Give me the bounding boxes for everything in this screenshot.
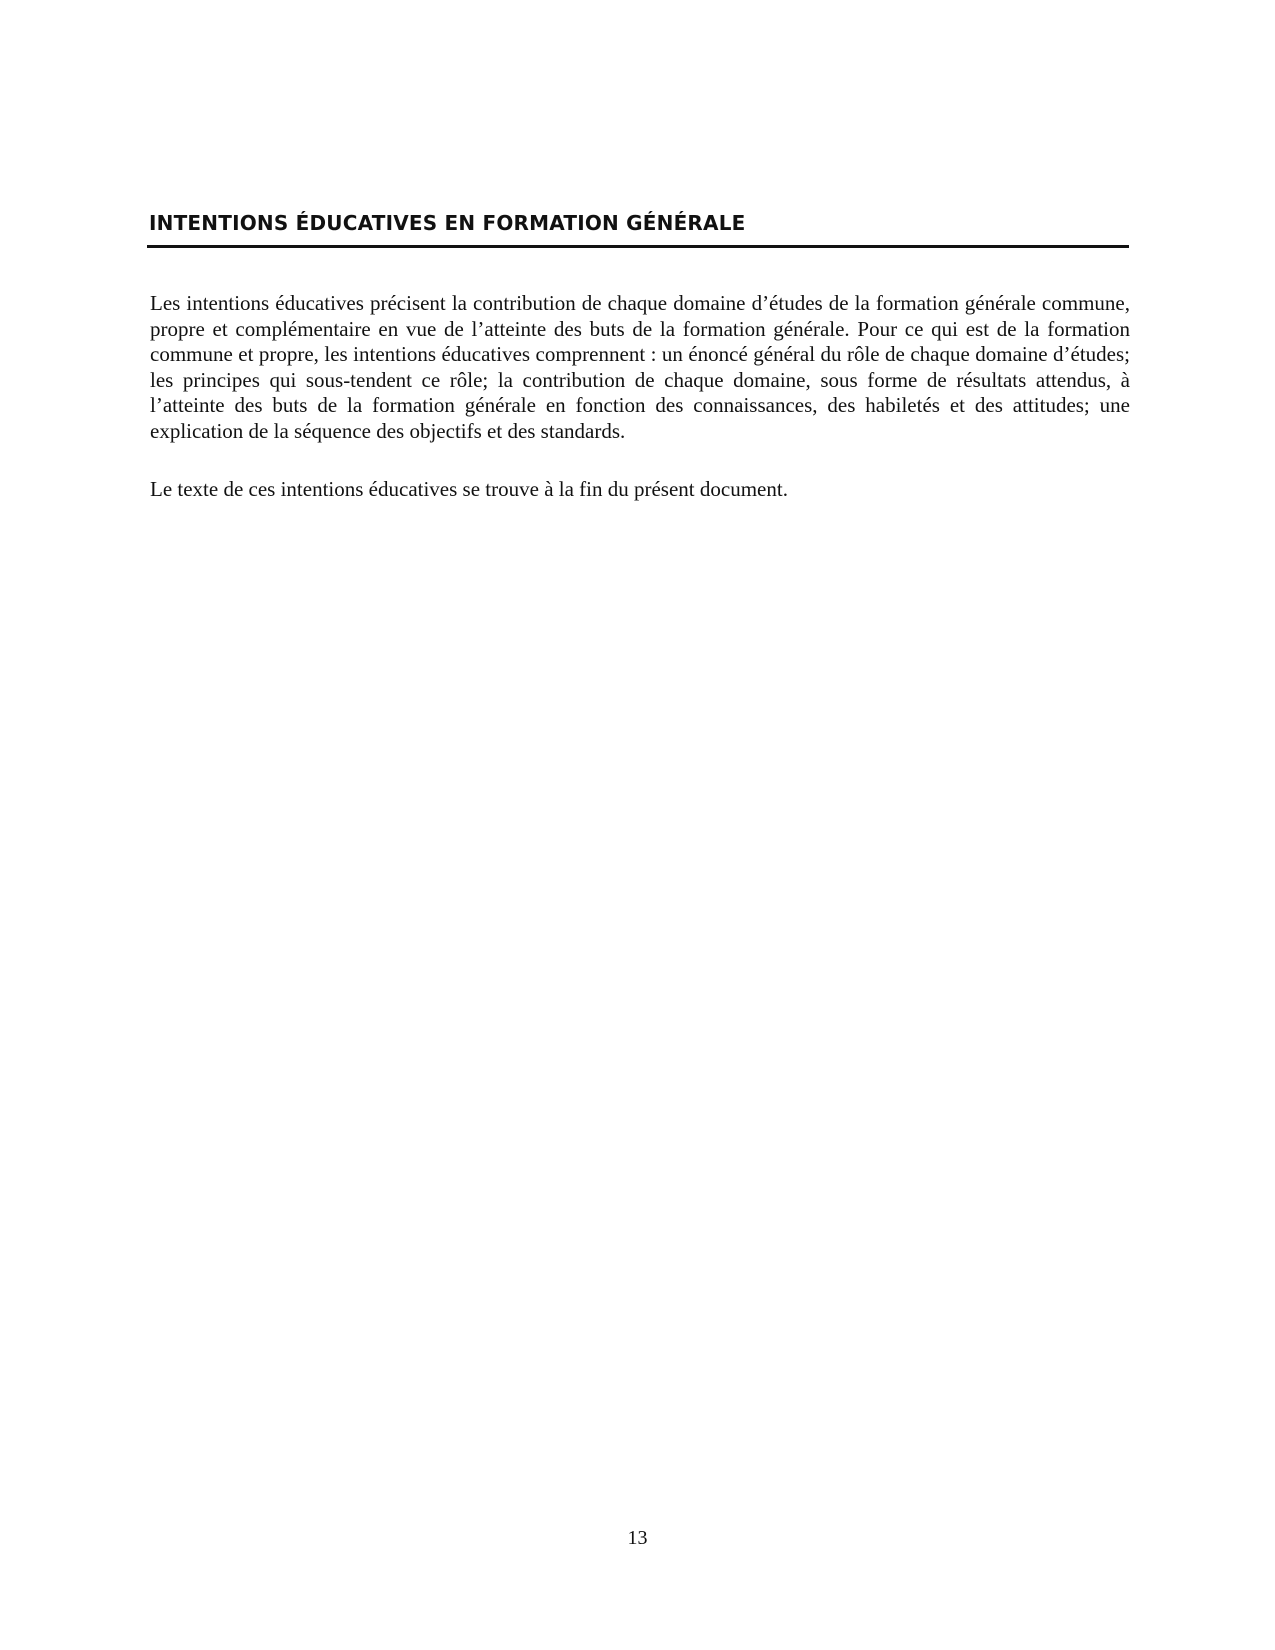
section-heading: INTENTIONS ÉDUCATIVES EN FORMATION GÉNÉRALE (149, 211, 746, 235)
page-number: 13 (627, 1527, 648, 1549)
body-paragraph-reference: Le texte de ces intentions éducatives se trouve à la fin du présent document. (150, 477, 788, 501)
heading-underline-rule (147, 245, 1129, 248)
body-paragraph-intro: Les intentions éducatives précisent la contribution de chaque domaine d’études de la formation générale commune, propre et complémentaire en vue de l’atteinte des buts de la formation générale. Pour ce qui est de la formation commune et propre, les intentions éducatives comprennent : un énoncé général du rôle de chaque domaine d’études; les principes qui sous-tendent ce rôle; la contribution de chaque domaine, sous forme de résultats attendus, à l’atteinte des buts de la formation générale en fonction des connaissances, des habiletés et des attitudes; une explication de la séquence des objectifs et des standards. (150, 291, 1130, 443)
